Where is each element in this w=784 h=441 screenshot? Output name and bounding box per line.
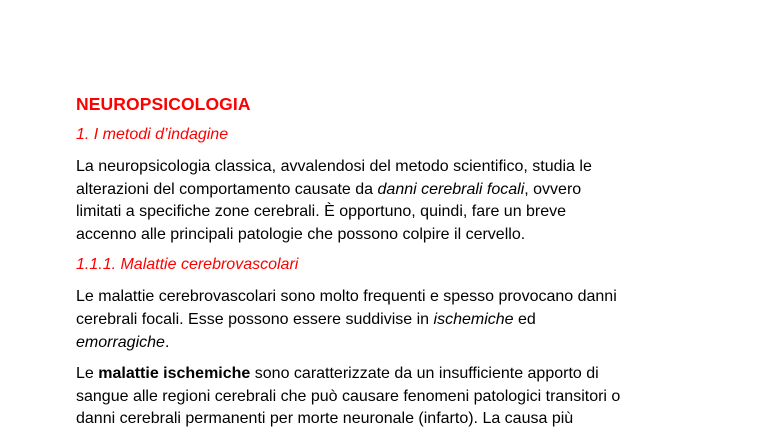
paragraph-1-line-1: La neuropsicologia classica, avvalendosi del metodo scientifico, studia le bbox=[76, 158, 592, 175]
paragraph-2-line-3-tail: . bbox=[164, 333, 170, 351]
paragraph-1-line-3: limitati a specifiche zone cerebrali. È opportuno, quindi, fare un breve bbox=[76, 203, 567, 221]
paragraph-1-line-2-tail: , ovvero bbox=[524, 180, 582, 198]
paragraph-2-line-3 bbox=[76, 332, 716, 355]
paragraph-2-line-2-text: cerebrali focali. Esse possono essere suddivise in bbox=[76, 310, 434, 328]
document-page bbox=[76, 93, 716, 440]
paragraph-3 bbox=[76, 363, 716, 431]
paragraph-1-line-2-text: alterazioni del comportamento causate da bbox=[76, 180, 378, 198]
paragraph-3-line-1-lead: Le bbox=[76, 365, 99, 383]
emphasis-danni-cerebrali-focali: danni cerebrali focali bbox=[377, 180, 525, 198]
bold-malattie-ischemiche: malattie ischemiche bbox=[98, 365, 251, 383]
paragraph-2-line-2 bbox=[76, 309, 716, 332]
paragraph-3-line-1 bbox=[76, 363, 716, 386]
paragraph-3-line-1-tail: sono caratterizzate da un insufficiente apporto di bbox=[250, 365, 599, 383]
paragraph-1-line-2 bbox=[76, 179, 716, 202]
emphasis-ischemiche: ischemiche bbox=[433, 310, 514, 328]
section-heading-1-1-1: 1.1.1. Malattie cerebrovascolari bbox=[76, 256, 299, 274]
section-heading-1: 1. I metodi d’indagine bbox=[76, 126, 229, 143]
paragraph-3-line-2: sangue alle regioni cerebrali che può causare fenomeni patologici transitori o bbox=[76, 387, 621, 405]
paragraph-1-line-4: accenno alle principali patologie che possono colpire il cervello. bbox=[76, 225, 526, 243]
emphasis-emorragiche: emorragiche bbox=[76, 333, 165, 351]
paragraph-3-line-3: danni cerebrali permanenti per morte neuronale (infarto). La causa più bbox=[76, 410, 574, 428]
paragraph-2-line-1: Le malattie cerebrovascolari sono molto frequenti e spesso provocano danni bbox=[76, 288, 617, 306]
paragraph-2-line-2-tail: ed bbox=[513, 310, 536, 328]
document-title: NEUROPSICOLOGIA bbox=[76, 94, 251, 114]
paragraph-1 bbox=[76, 156, 716, 246]
paragraph-2 bbox=[76, 286, 716, 354]
